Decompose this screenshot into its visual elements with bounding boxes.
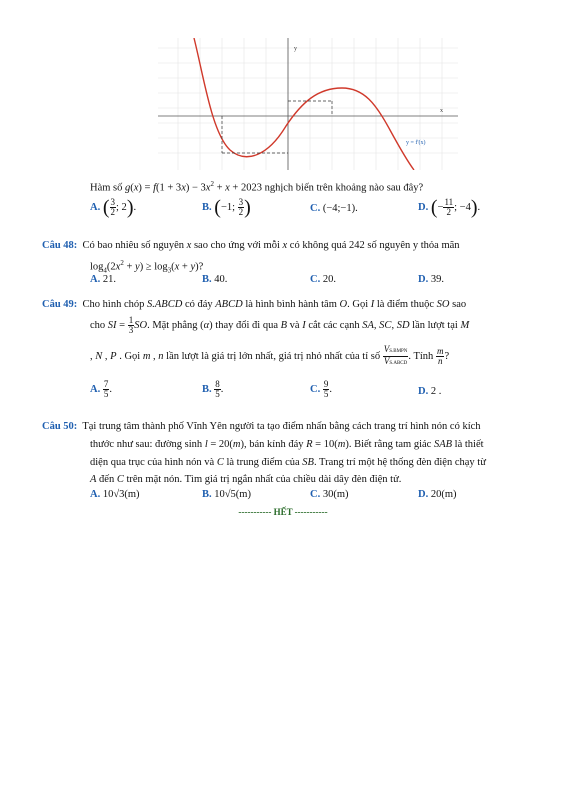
end-marker: ----------- HẾT ----------- [238, 507, 328, 517]
q50-option-d[interactable]: D. 20(m) [418, 489, 457, 500]
q48-option-a[interactable]: A. 21. [90, 274, 116, 285]
q49-line3: , N , P . Gọi m , n lần lượt là giá trị lớn nhất, giá trị nhỏ nhất của tỉ số $\frac{\text{VS.BMPN}}{\text{VS.ABCD}}$ . Tính $\frac{m}{n}$ ? [90, 344, 450, 366]
q49-option-b[interactable]: B. $\frac{8}{5}$ . [202, 379, 224, 399]
y-axis-label: y [294, 46, 297, 52]
q50-line1: Câu 50: Tại trung tâm thành phố Vĩnh Yên người ta tạo điểm nhấn bằng cách trang trí hình nón có kích [42, 421, 481, 432]
q49-option-a[interactable]: A. $\frac{7}{5}$ . [90, 379, 112, 399]
q48-option-c[interactable]: C. 20. [310, 274, 336, 285]
q48-option-b[interactable]: B. 40. [202, 274, 228, 285]
derivative-graph [158, 38, 458, 170]
q49-option-c[interactable]: C. $\frac{9}{5}$ . [310, 379, 332, 399]
q47-option-a[interactable]: A. ( $\frac{3}{2}$ ; 2). [90, 196, 137, 219]
q47-stem: Hàm số $g(x) = f(1 + 3x) - 3x^2 + x + 2023$ nghịch biến trên khoảng nào sau đây? [90, 180, 424, 194]
q50-line2: thước như sau: đường sinh l = 20(m), bán kính đáy R = 10(m). Biết rằng tam giác SAB là thiết [90, 439, 484, 450]
q49-line2: cho SI = $\frac{1}{3}$ SO. Mặt phẳng (α) thay đổi đi qua B và I cắt các cạnh SA, SC, SD lần lượt tại M [90, 315, 470, 335]
q47-option-d[interactable]: D. (− $\frac{11}{2}$ ; −4). [418, 196, 481, 219]
curve-label: y = f'(x) [406, 140, 426, 146]
q50-line4: A đến C trên mặt nón. Tìm giá trị ngắn nhất của chiều dài dây đèn điện tử. [90, 474, 402, 485]
x-axis-label: x [440, 108, 443, 114]
q49-label: Câu 49: [42, 299, 78, 310]
q50-label: Câu 50: [42, 421, 78, 432]
q48-option-d[interactable]: D. 39. [418, 274, 444, 285]
derivative-curve [194, 38, 414, 170]
q47-option-c[interactable]: C. (−4;−1). [310, 203, 358, 214]
q50-option-a[interactable]: A. 10√3(m) [90, 489, 140, 500]
q50-option-c[interactable]: C. 30(m) [310, 489, 349, 500]
q48-inequality: $\log_4(2x^2 + y) \ge \log_3(x + y)$? [90, 259, 204, 275]
q48-label: Câu 48: [42, 240, 78, 251]
q50-line3: diện qua trục của hình nón và C là trung điểm của SB. Trang trí một hệ thống đèn điện chạy từ [90, 457, 486, 468]
q48-line1: Câu 48: Có bao nhiêu số nguyên x sao cho ứng với mỗi x có không quá 242 số nguyên y thỏa mãn [42, 240, 460, 251]
q50-option-b[interactable]: B. 10√5(m) [202, 489, 251, 500]
q49-option-d[interactable]: D. 2 . [418, 386, 442, 397]
q49-line1: Câu 49: Cho hình chóp S.ABCD có đáy ABCD là hình bình hành tâm O. Gọi I là điểm thuộc SO sao [42, 299, 467, 310]
q47-option-b[interactable]: B. (−1; $\frac{3}{2}$ ) [202, 196, 251, 219]
